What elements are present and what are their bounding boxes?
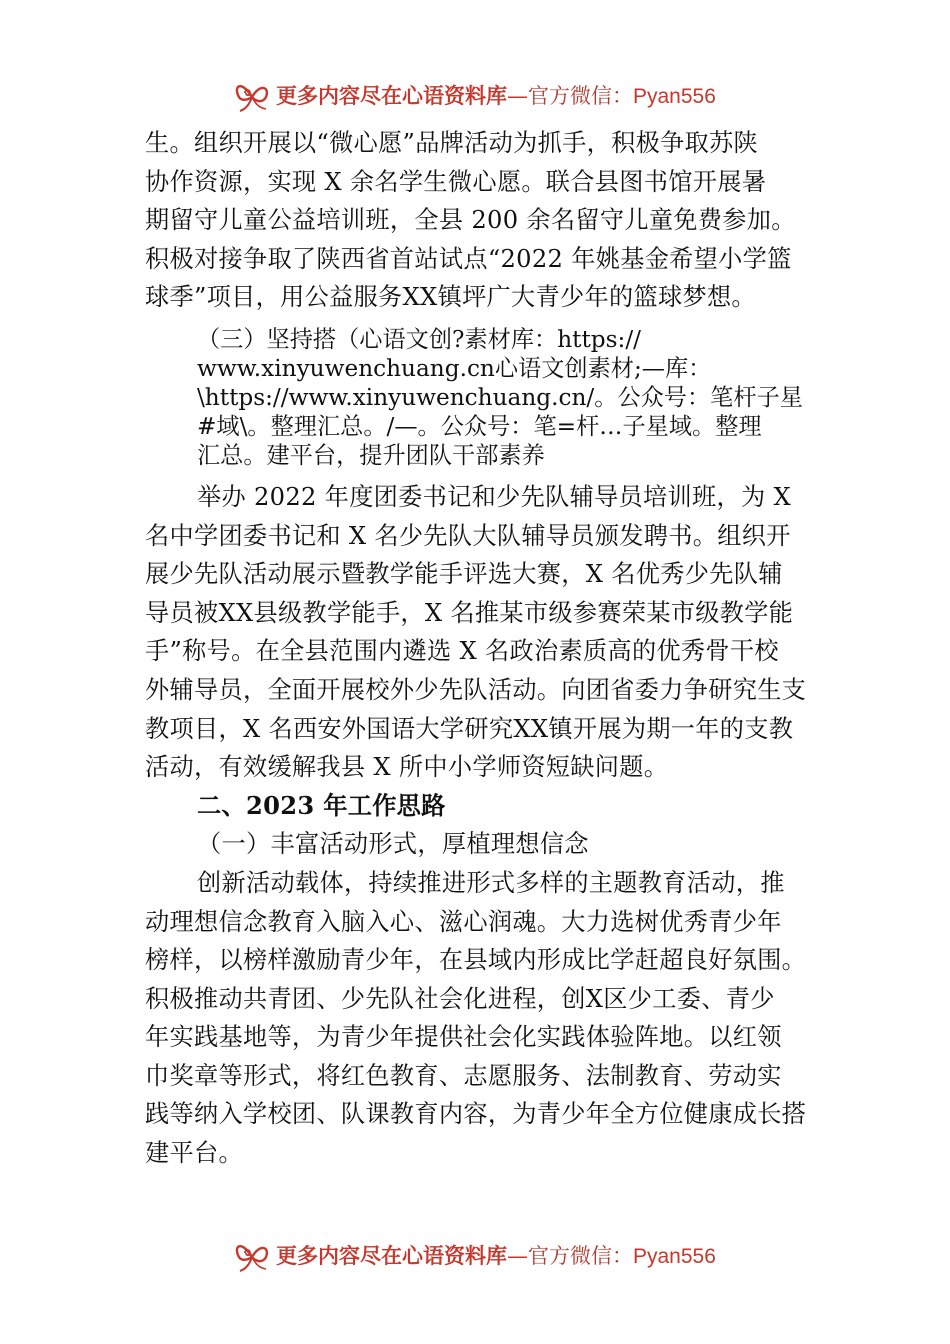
watermark-wechat-id: Pyan556 <box>633 85 716 108</box>
text-line: 外辅导员，全面开展校外少先队活动。向团省委力争研究生支 <box>145 675 807 704</box>
watermark-content <box>232 72 716 118</box>
watermark-wechat-id: Pyan556 <box>633 1245 716 1268</box>
watermark-official-label: 官方微信： <box>528 84 633 108</box>
footer-watermark-banner <box>0 1232 950 1278</box>
text-line: 积极推动共青团、少先队社会化进程，创X区少工委、青少 <box>145 984 775 1013</box>
text-line: 年实践基地等，为青少年提供社会化实践体验阵地。以红领 <box>145 1023 782 1052</box>
watermark-main-text: 更多内容尽在心语资料库 <box>276 84 507 108</box>
header-watermark-banner <box>0 72 950 118</box>
text-line: 动理想信念教育入脑入心、滋心润魂。大力选树优秀青少年 <box>145 907 782 936</box>
text-line: 创新活动载体，持续推进形式多样的主题教育活动，推 <box>197 868 785 897</box>
watermark-content <box>232 1232 716 1278</box>
text-line: 协作资源，实现 X 余名学生微心愿。联合县图书馆开展暑 <box>145 167 767 196</box>
document-body <box>145 124 821 1173</box>
subheading-one: （一）丰富活动形式，厚植理想信念 <box>197 830 589 859</box>
text-line: 积极对接争取了陕西省首站试点“2022 年姚基金希望小学篮 <box>145 244 792 273</box>
watermark-text <box>276 80 716 110</box>
text-line: 展少先队活动展示暨教学能手评选大赛，X 名优秀少先队辅 <box>145 560 783 589</box>
watermark-text <box>276 1240 716 1270</box>
text-line: 球季”项目，用公益服务XX镇坪广大青少年的篮球梦想。 <box>145 283 756 312</box>
text-line: 建平台。 <box>145 1139 243 1168</box>
text-line: 巾奖章等形式，将红色教育、志愿服务、法制教育、劳动实 <box>145 1061 782 1090</box>
paragraph-activities <box>145 864 821 1173</box>
text-line: 活动，有效缓解我县 X 所中小学师资短缺问题。 <box>145 753 669 782</box>
butterfly-spiral-logo-icon <box>232 1235 272 1275</box>
text-line: 教项目，X 名西安外国语大学研究XX镇开展为期一年的支教 <box>145 714 794 743</box>
subheading-line: #域\。整理汇总。/—。公众号：笔=杆…子星域。整理 <box>197 412 762 440</box>
text-line: 名中学团委书记和 X 名少先队大队辅导员颁发聘书。组织开 <box>145 521 791 550</box>
watermark-separator: — <box>507 1244 528 1268</box>
subheading-line: \https://www.xinyuwenchuang.cn/。公众号：笔杆子星 <box>197 383 803 411</box>
subheading-three-block <box>145 325 821 470</box>
text-line: 举办 2022 年度团委书记和少先队辅导员培训班，为 X <box>197 482 791 511</box>
watermark-separator: — <box>507 84 528 108</box>
subheading-line: www.xinyuwenchuang.cn心语文创素材;—库： <box>197 354 712 382</box>
text-line: 期留守儿童公益培训班，全县 200 余名留守儿童免费参加。 <box>145 206 796 235</box>
text-line: 导员被XX县级教学能手，X 名推某市级参赛荣某市级教学能 <box>145 598 794 627</box>
paragraph-training <box>145 478 821 787</box>
watermark-official-label: 官方微信： <box>528 1244 633 1268</box>
subheading-line: （三）坚持搭（心语文创?素材库：https:// <box>197 325 641 353</box>
text-line: 生。组织开展以“微心愿”品牌活动为抓手，积极争取苏陕 <box>145 129 759 157</box>
paragraph-microwish <box>145 124 821 317</box>
butterfly-spiral-logo-icon <box>232 75 272 115</box>
subheading-line: 汇总。建平台，提升团队干部素养 <box>197 441 545 469</box>
text-line: 榜样，以榜样激励青少年，在县域内形成比学赶超良好氛围。 <box>145 946 807 975</box>
text-line: 践等纳入学校团、队课教育内容，为青少年全方位健康成长搭 <box>145 1100 807 1129</box>
section-heading-2023-plan: 二、2023 年工作思路 <box>197 790 446 820</box>
watermark-main-text: 更多内容尽在心语资料库 <box>276 1244 507 1268</box>
text-line: 手”称号。在全县范围内遴选 X 名政治素质高的优秀骨干校 <box>145 637 779 666</box>
